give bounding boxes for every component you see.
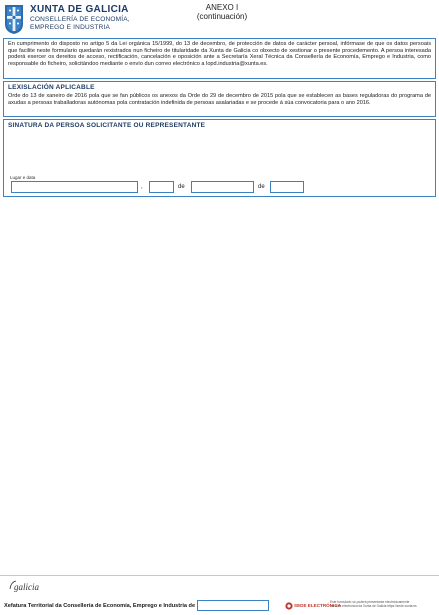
electronic-seal-icon [285, 602, 293, 610]
seal-label: SEDE ELECTRÓNICA [294, 603, 341, 608]
de-separator-1: de [178, 184, 185, 190]
seal-note-line-2: na sede electrónica da Xunta de Galicia https://sede.xunta.es [330, 604, 417, 608]
galicia-logo-icon [7, 578, 49, 594]
header [0, 0, 439, 38]
day-input[interactable] [149, 181, 174, 193]
month-input[interactable] [191, 181, 254, 193]
office-label: Xefatura Territorial da Consellería de Economía, Emprego e Industria de [4, 603, 196, 609]
brand-name: XUNTA DE GALICIA [30, 4, 129, 15]
legislation-text: Orde do 13 de xaneiro de 2016 pola que se fan públicos os anexos da Orde do 29 de decembro de 2015 pola que se establecen as bases reguladoras do programa de axudas a persoas traballadoras autónomas pola contratación indefinida de persoas asalariadas e se procede á súa convocatoria para o ano 2016. [8, 93, 431, 106]
seal-note-line-1: Este formulario só poderá presentarse electronicamente [330, 600, 410, 604]
footer-divider [0, 575, 439, 576]
annex-subtitle: (continuación) [196, 12, 248, 21]
brand-department-line-2: EMPREGO E INDUSTRIA [30, 24, 111, 31]
annex-title: ANEXO I [205, 3, 239, 12]
office-province-input[interactable] [197, 600, 269, 611]
comma-separator: , [141, 184, 143, 190]
place-input[interactable] [11, 181, 138, 193]
xunta-shield-icon [4, 4, 24, 35]
year-input[interactable] [270, 181, 304, 193]
place-date-label: Lugar e data [10, 175, 36, 180]
legislation-section [3, 81, 436, 117]
signature-title: SINATURA DA PERSOA SOLICITANTE OU REPRESENTANTE [8, 122, 206, 129]
data-protection-text: En cumprimento do disposto no artigo 5 da Lei orgánica 15/1999, do 13 de decembro, de protección de datos de carácter persoal, infórmase de que os datos persoais que facilite neste formulario quedarán rexistrados nun ficheiro de titularidade da Xunta de Galicia co obxecto de xestionar o presente procedemento. A persoa interesada poderá exercer os dereitos de acceso, rectificación, cancelación e oposición ante a Secretaría Xeral Técnica da Consellería de Economía, Emprego e Industria, como responsable do ficheiro, solicitándoo mediante o envío dun correo electrónico a lopd.industria@xunta.es. [8, 41, 431, 68]
annex-heading [160, 3, 284, 21]
legislation-title: LEXISLACIÓN APLICABLE [8, 84, 95, 91]
data-protection-section [3, 38, 436, 79]
brand-department-line-1: CONSELLERÍA DE ECONOMÍA, [30, 16, 130, 23]
de-separator-2: de [258, 184, 265, 190]
galicia-logo-text: galicia [14, 582, 39, 592]
signature-section [3, 119, 436, 197]
